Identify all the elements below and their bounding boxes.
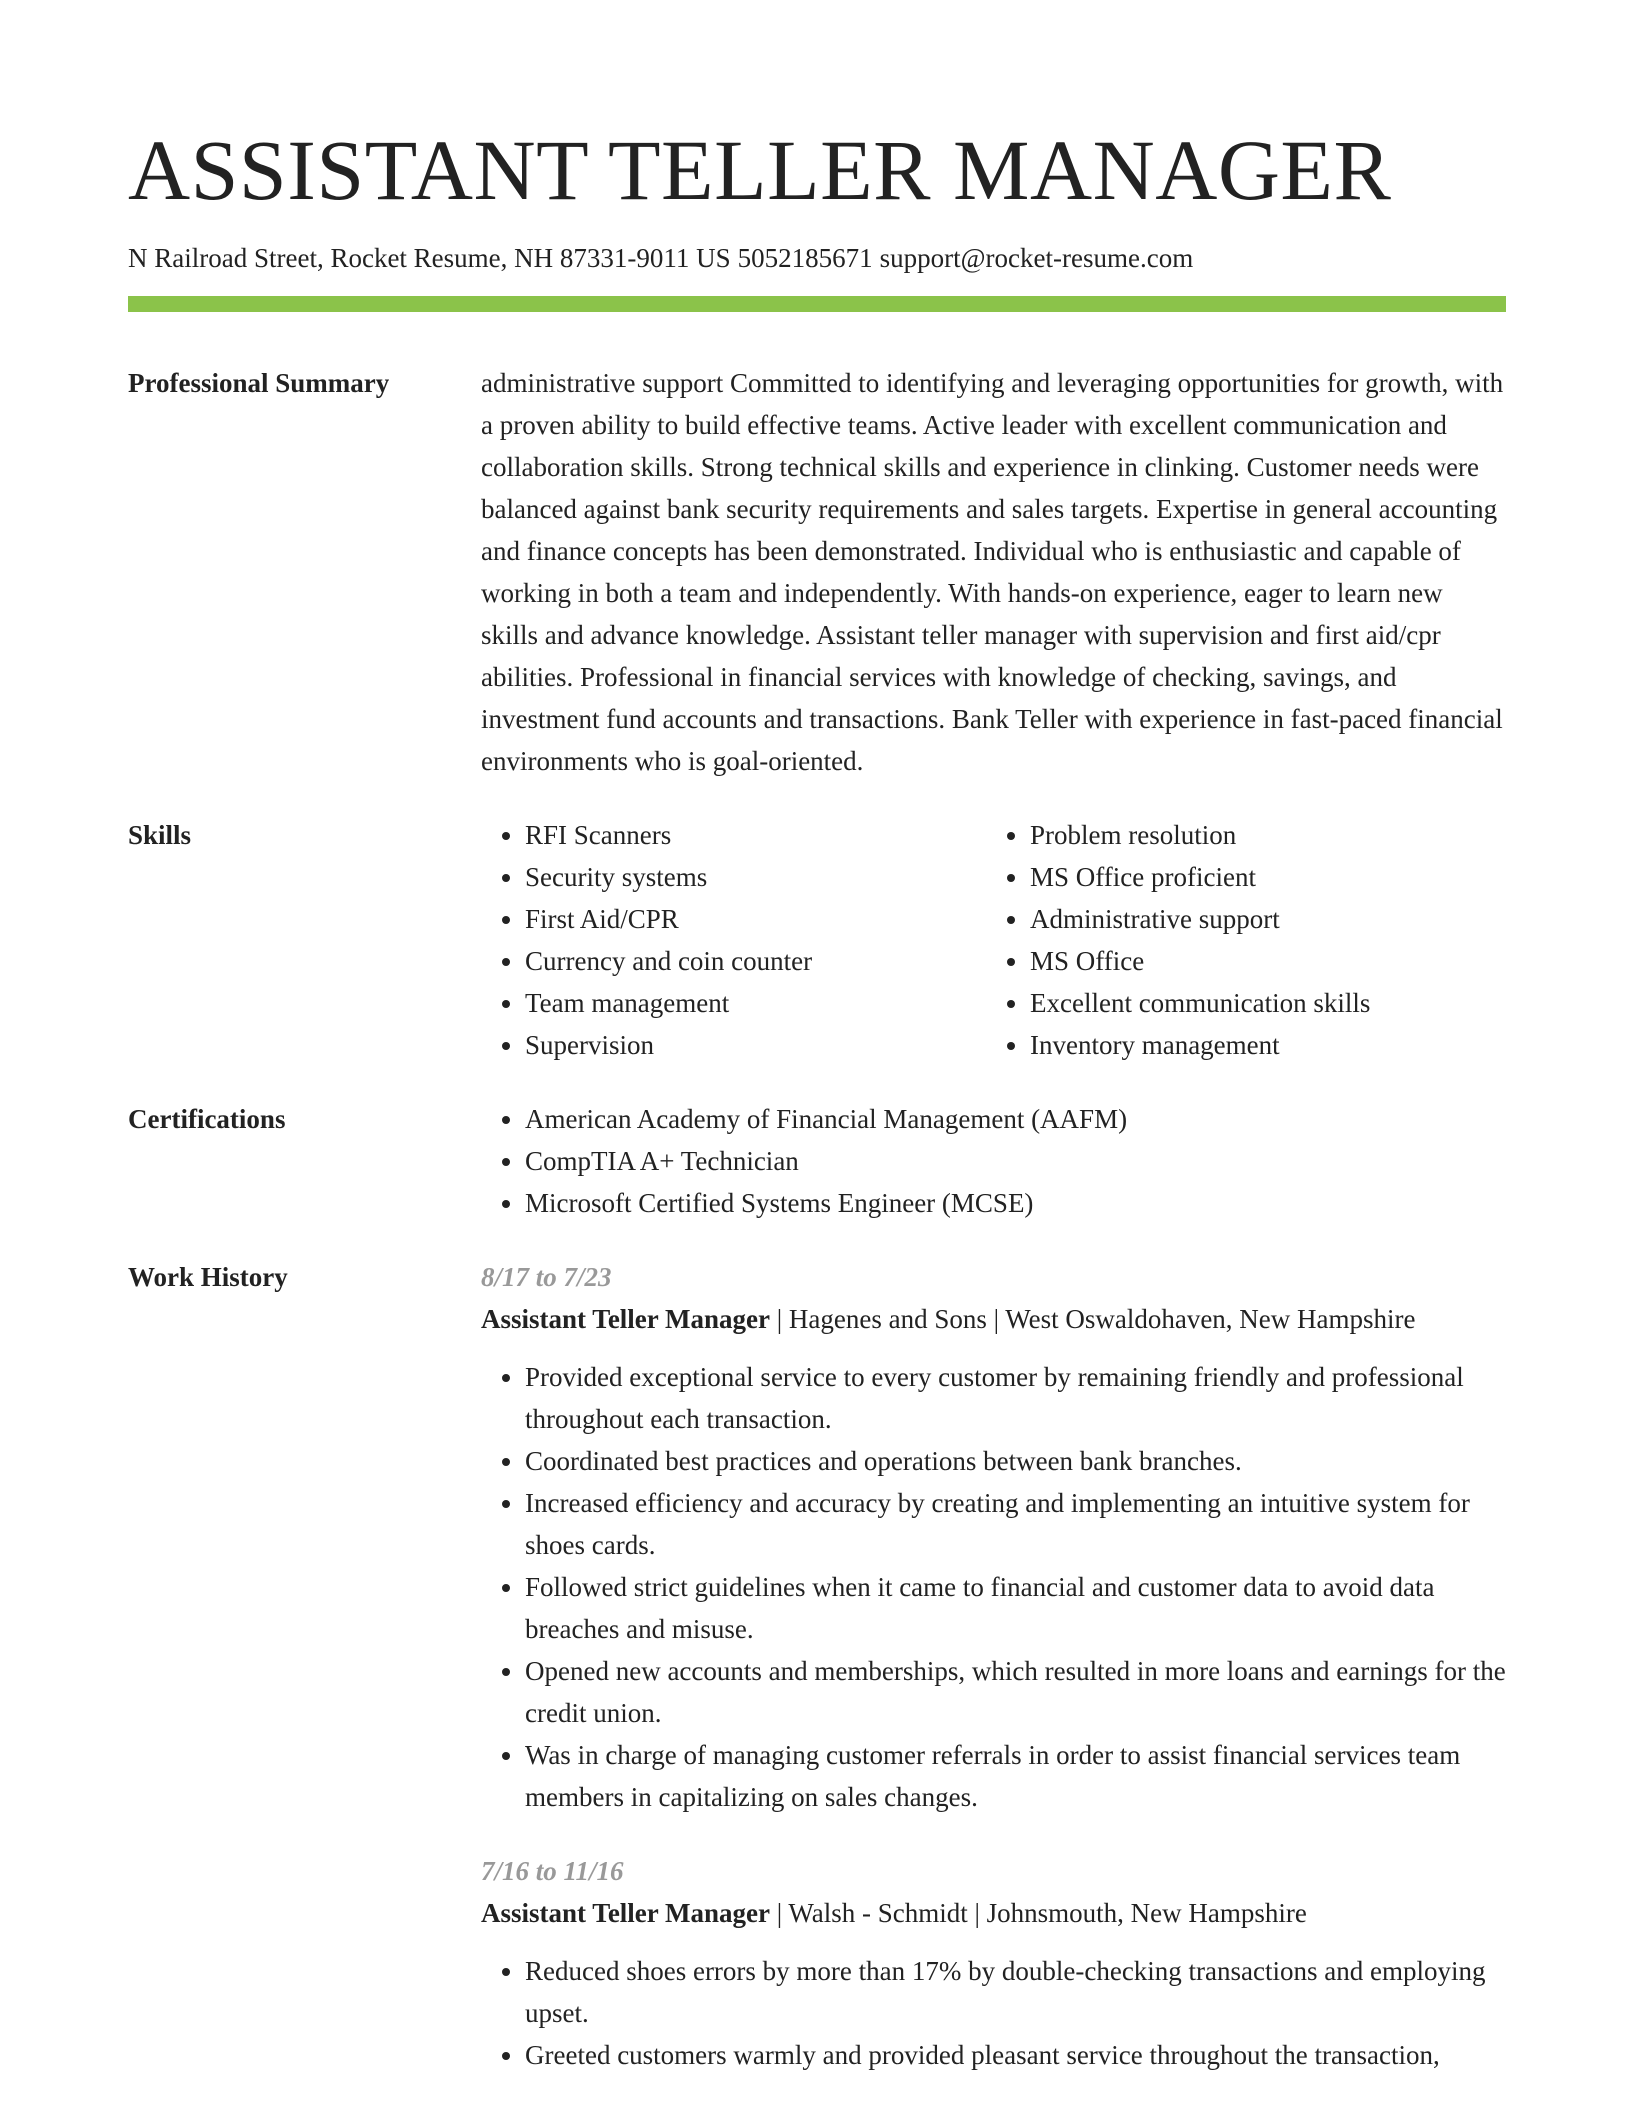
skills-column-left: [481, 814, 986, 1066]
skill-item: • Currency and coin counter: [525, 940, 986, 982]
skill-item: • Inventory management: [1030, 1024, 1491, 1066]
contact-email: support@rocket-resume.com: [879, 243, 1194, 273]
skill-item: • Administrative support: [1030, 898, 1491, 940]
job-bullet: • Was in charge of managing customer referrals in order to assist financial services team members in capitalizing on sales changes.: [525, 1734, 1506, 1818]
skill-item: • Excellent communication skills: [1030, 982, 1491, 1024]
accent-divider: [128, 296, 1506, 312]
contact-phone: 5052185671: [737, 243, 873, 273]
resume-title: ASSISTANT TELLER MANAGER: [128, 122, 1392, 218]
work-history-section: [128, 1256, 1506, 2076]
certification-item: • Microsoft Certified Systems Engineer (MCSE): [525, 1182, 1506, 1224]
skill-item: • Security systems: [525, 856, 986, 898]
job-bullet: • Opened new accounts and memberships, which resulted in more loans and earnings for the credit union.: [525, 1650, 1506, 1734]
certification-item: • American Academy of Financial Management (AAFM): [525, 1098, 1506, 1140]
job-dates: 7/16 to 11/16: [481, 1856, 624, 1886]
job-details: | Hagenes and Sons | West Oswaldohaven, New Hampshire: [770, 1304, 1416, 1334]
job-title: Assistant Teller Manager: [481, 1304, 770, 1334]
job-entry: [481, 1850, 1506, 2076]
section-title-summary: Professional Summary: [128, 368, 390, 398]
skills-section: [128, 814, 1506, 1066]
job-bullet: • Coordinated best practices and operations between bank branches.: [525, 1440, 1506, 1482]
job-title-line: [481, 1892, 1506, 1934]
skill-item: • First Aid/CPR: [525, 898, 986, 940]
contact-line: [128, 238, 1506, 278]
job-bullet: • Greeted customers warmly and provided pleasant service throughout the transaction,: [525, 2034, 1506, 2076]
certifications-section: [128, 1098, 1506, 1224]
summary-text: administrative support Committed to identifying and leveraging opportunities for growth, with a proven ability to build effective teams. Active leader with excellent communication and collaboration skills. Strong technical skills and experience in clinking. Customer needs were balanced against bank security requirements and sales targets. Expertise in general accounting and finance concepts has been demonstrated. Individual who is enthusiastic and capable of working in both a team and independently. With hands-on experience, eager to learn new skills and advance knowledge. Assistant teller manager with supervision and first aid/cpr abilities. Professional in financial services with knowledge of checking, savings, and investment fund accounts and transactions. Bank Teller with experience in fast-paced financial environments who is goal-oriented.: [481, 368, 1504, 776]
section-title-certifications: Certifications: [128, 1104, 286, 1134]
job-bullet: • Reduced shoes errors by more than 17% by double-checking transactions and employing upset.: [525, 1950, 1506, 2034]
job-dates: 8/17 to 7/23: [481, 1262, 612, 1292]
section-title-work-history: Work History: [128, 1262, 288, 1292]
resume-page: [128, 110, 1506, 2076]
skills-column-right: [986, 814, 1491, 1066]
skill-item: • MS Office proficient: [1030, 856, 1491, 898]
contact-address: N Railroad Street, Rocket Resume, NH 87331-9011 US: [128, 243, 731, 273]
job-title: Assistant Teller Manager: [481, 1898, 770, 1928]
job-bullet: • Provided exceptional service to every customer by remaining friendly and professional throughout each transaction.: [525, 1356, 1506, 1440]
skill-item: • RFI Scanners: [525, 814, 986, 856]
job-bullet: • Followed strict guidelines when it came to financial and customer data to avoid data breaches and misuse.: [525, 1566, 1506, 1650]
skill-item: • Supervision: [525, 1024, 986, 1066]
job-bullet: • Increased efficiency and accuracy by creating and implementing an intuitive system for shoes cards.: [525, 1482, 1506, 1566]
section-title-skills: Skills: [128, 820, 192, 850]
skill-item: • MS Office: [1030, 940, 1491, 982]
job-title-line: [481, 1298, 1506, 1340]
certification-item: • CompTIA A+ Technician: [525, 1140, 1506, 1182]
job-entry: [481, 1256, 1506, 1818]
job-details: | Walsh - Schmidt | Johnsmouth, New Hampshire: [770, 1898, 1307, 1928]
skill-item: • Problem resolution: [1030, 814, 1491, 856]
skill-item: • Team management: [525, 982, 986, 1024]
summary-section: [128, 362, 1506, 782]
